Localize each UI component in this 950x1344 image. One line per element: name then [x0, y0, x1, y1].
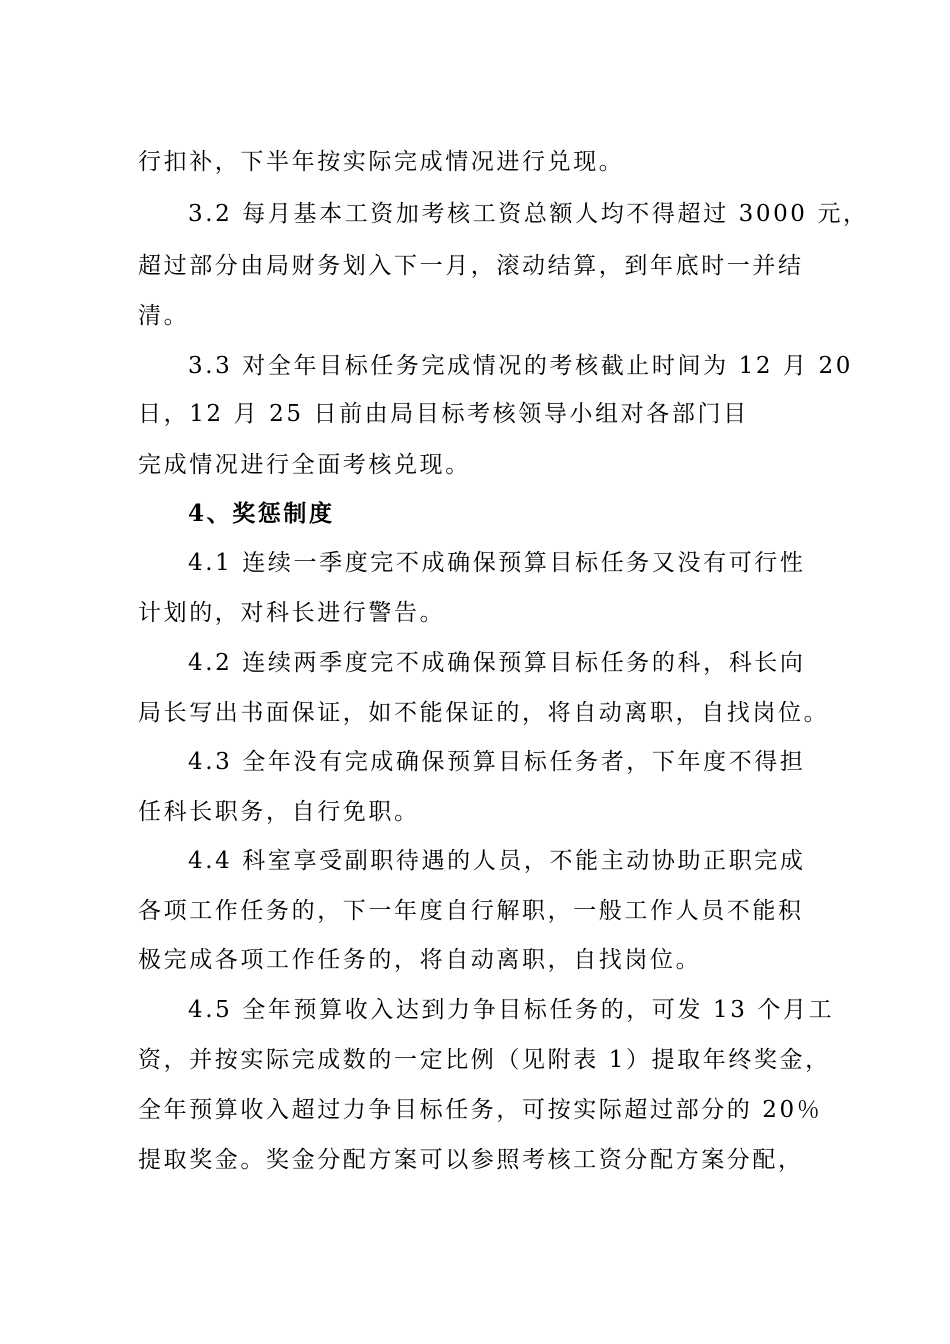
- text-line: 全年预算收入超过力争目标任务，可按实际超过部分的 20％: [138, 1097, 823, 1123]
- text-line: 局长写出书面保证，如不能保证的，将自动离职，自找岗位。: [138, 700, 830, 726]
- section-heading: 4、奖惩制度: [188, 500, 335, 527]
- text-line: 清。: [138, 303, 190, 329]
- text-line: 行扣补，下半年按实际完成情况进行兑现。: [138, 149, 625, 175]
- text-line: 完成情况进行全面考核兑现。: [138, 452, 471, 478]
- text-line: 任科长职务，自行免职。: [138, 799, 420, 825]
- paragraph-4-3-line: 4.3 全年没有完成确保预算目标任务者，下年度不得担: [188, 749, 806, 775]
- text-line: 超过部分由局财务划入下一月，滚动结算，到年底时一并结: [138, 253, 804, 279]
- paragraph-4-1-line: 4.1 连续一季度完不成确保预算目标任务又没有可行性: [188, 550, 806, 576]
- paragraph-3-3-line: 3.3 对全年目标任务完成情况的考核截止时间为 12 月 20: [188, 353, 853, 379]
- text-line: 计划的，对科长进行警告。: [138, 600, 446, 626]
- text-line: 提取奖金。奖金分配方案可以参照考核工资分配方案分配，: [138, 1147, 804, 1173]
- text-line: 资，并按实际完成数的一定比例（见附表 1）提取年终奖金，: [138, 1047, 831, 1073]
- paragraph-4-2-line: 4.2 连续两季度完不成确保预算目标任务的科，科长向: [188, 650, 806, 676]
- text-line: 极完成各项工作任务的，将自动离职，自找岗位。: [138, 947, 702, 973]
- paragraph-4-4-line: 4.4 科室享受副职待遇的人员，不能主动协助正职完成: [188, 848, 806, 874]
- paragraph-4-5-line: 4.5 全年预算收入达到力争目标任务的，可发 13 个月工: [188, 997, 835, 1023]
- paragraph-3-2-line: 3.2 每月基本工资加考核工资总额人均不得超过 3000 元，: [188, 201, 869, 227]
- text-line: 日，12 月 25 日前由局目标考核领导小组对各部门目: [138, 401, 749, 427]
- text-line: 各项工作任务的，下一年度自行解职，一般工作人员不能积: [138, 898, 804, 924]
